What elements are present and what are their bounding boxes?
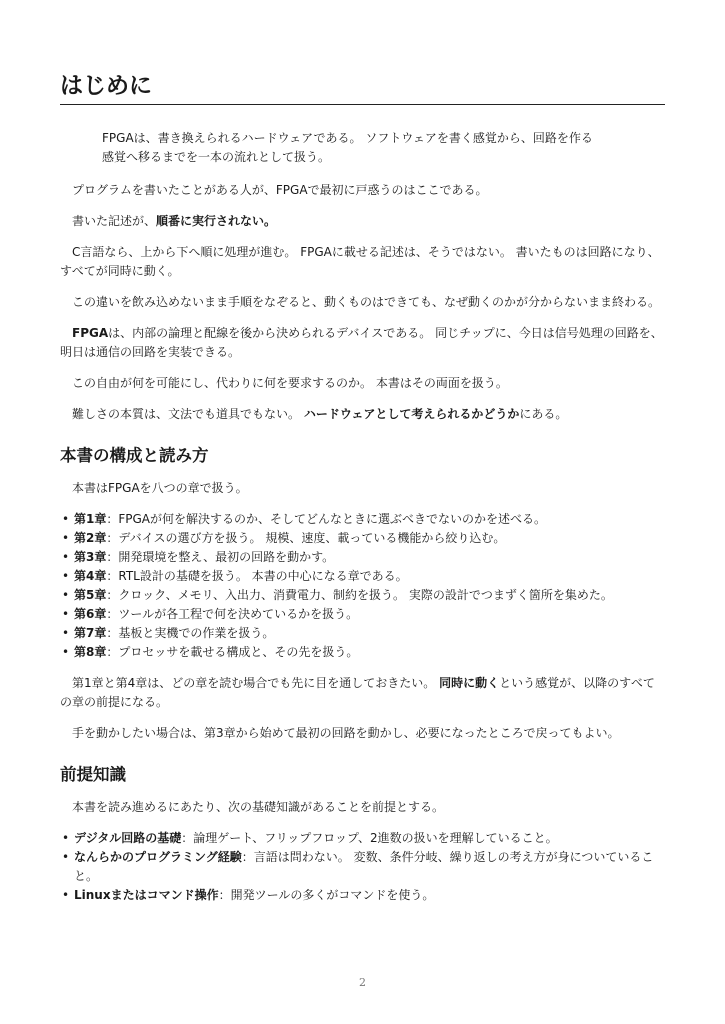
list-item: • なんらかのプログラミング経験：言語は問わない。 変数、条件分岐、繰り返しの考え方が身についていること。 [74, 848, 665, 886]
list-item: • デジタル回路の基礎：論理ゲート、フリップフロップ、2進数の扱いを理解していること。 [74, 829, 665, 848]
list-item: • 第4章：RTL設計の基礎を扱う。 本書の中心になる章である。 [74, 567, 665, 586]
emphasis: 順番に実行されない。 [156, 214, 277, 228]
emphasis: 同時に動く [439, 676, 500, 690]
list-item: • 第7章：基板と実機での作業を扱う。 [74, 624, 665, 643]
section-intro: 本書はFPGAを八つの章で扱う。 [72, 481, 248, 495]
list-item: • 第3章：開発環境を整え、最初の回路を動かす。 [74, 548, 665, 567]
lead-paragraph [102, 129, 665, 167]
list-item: • 第6章：ツールが各工程で何を決めているかを扱う。 [74, 605, 665, 624]
section-paragraph: 手を動かしたい場合は、第3章から始めて最初の回路を動かし、必要になったところで戻ってもよい。 [72, 726, 620, 740]
paragraph-1: プログラムを書いたことがある人が、FPGAで最初に戸惑うのはここである。 [72, 183, 488, 197]
paragraph-4: この違いを飲み込めないまま手順をなぞると、動くものはできても、なぜ動くのかが分からないまま終わる。 [72, 295, 661, 309]
list-item: • 第1章：FPGAが何を解決するのか、そしてどんなときに選ぶべきでないのかを述べる。 [74, 510, 665, 529]
page-number: 2 [359, 976, 366, 989]
emphasis: ハードウェアとして考えられるかどうか [303, 407, 520, 421]
paragraph-7: 難しさの本質は、文法でも道具でもない。 ハードウェアとして考えられるかどうかにある。 [72, 407, 568, 421]
section-intro: 本書を読み進めるにあたり、次の基礎知識があることを前提とする。 [72, 800, 445, 814]
list-item: • 第8章：プロセッサを載せる構成と、その先を扱う。 [74, 643, 665, 662]
emphasis: FPGA [72, 326, 109, 340]
lead-line-2: 感覚へ移るまでを一本の流れとして扱う。 [102, 150, 331, 164]
section-paragraph: 第1章と第4章は、どの章を読む場合でも先に目を通しておきたい。 同時に動くという感覚が、以降のすべての章の前提になる。 [60, 676, 655, 709]
chapter-list [60, 510, 665, 662]
section-heading: 本書の構成と読み方 [60, 446, 209, 465]
list-item: • 第2章：デバイスの選び方を扱う。 規模、速度、載っている機能から絞り込む。 [74, 529, 665, 548]
list-item: • Linuxまたはコマンド操作：開発ツールの多くがコマンドを使う。 [74, 886, 665, 905]
paragraph-3: C言語なら、上から下へ順に処理が進む。 FPGAに載せる記述は、そうではない。 書いたものは回路になり、すべてが同時に動く。 [60, 245, 660, 278]
page-title: はじめに [60, 70, 665, 105]
section-heading: 前提知識 [60, 765, 126, 784]
prerequisite-list [60, 829, 665, 905]
paragraph-6: この自由が何を可能にし、代わりに何を要求するのか。 本書はその両面を扱う。 [72, 376, 508, 390]
list-item: • 第5章：クロック、メモリ、入出力、消費電力、制約を扱う。 実際の設計でつまずく箇所を集めた。 [74, 586, 665, 605]
lead-line-1: FPGAは、書き換えられるハードウェアである。 ソフトウェアを書く感覚から、回路を作る [102, 131, 593, 145]
paragraph-5: FPGAは、内部の論理と配線を後から決められるデバイスである。 同じチップに、今日は信号処理の回路を、明日は通信の回路を実装できる。 [60, 326, 663, 359]
paragraph-2: 書いた記述が、順番に実行されない。 [72, 214, 277, 228]
